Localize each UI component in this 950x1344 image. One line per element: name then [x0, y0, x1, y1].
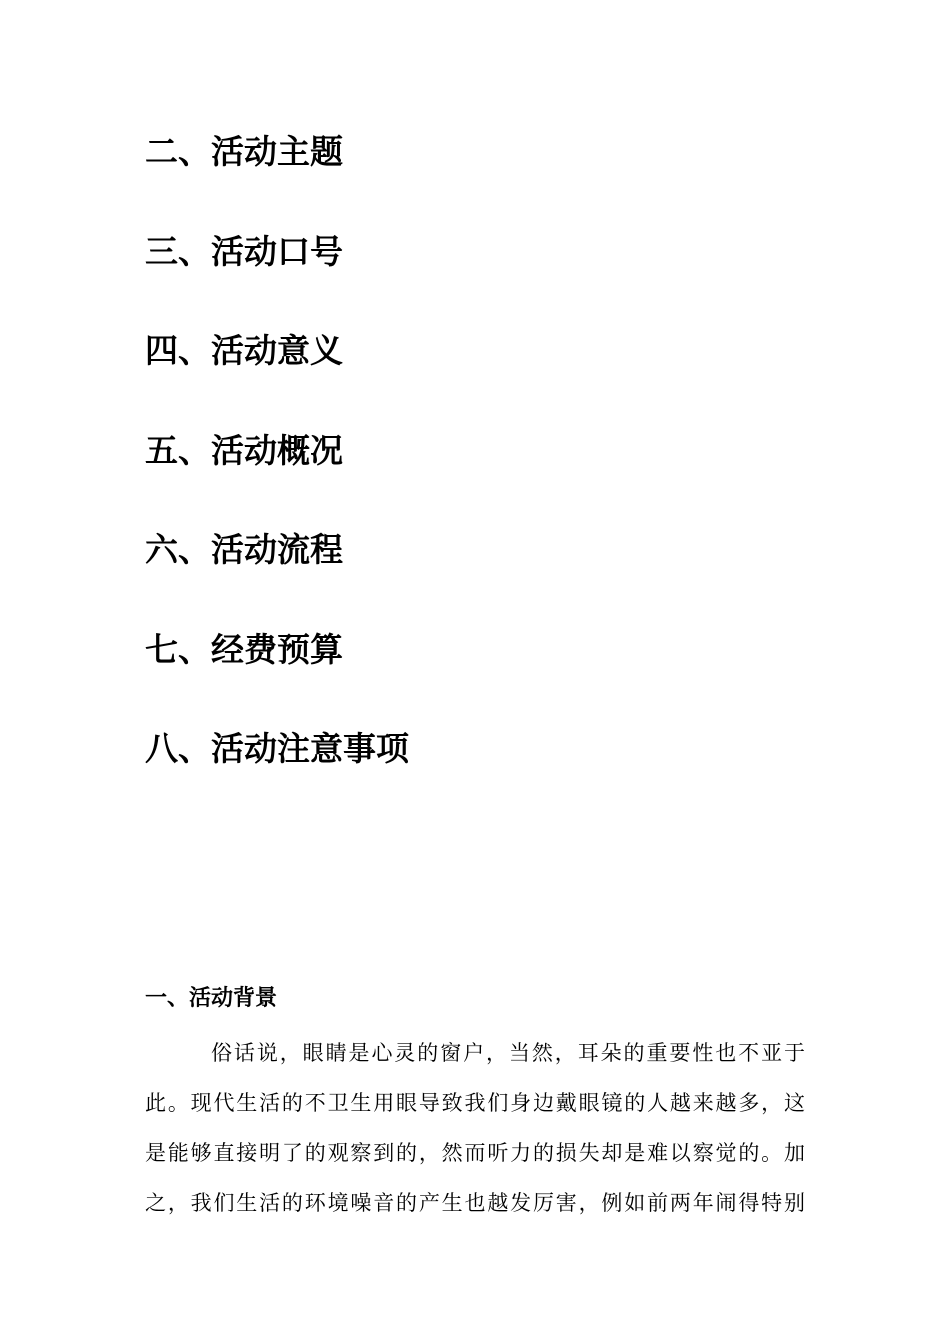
toc-item-overview: 五、活动概况: [145, 430, 343, 470]
toc-item-notes: 八、活动注意事项: [145, 729, 409, 768]
section-paragraph: [145, 1028, 805, 1228]
toc-item-slogan: 三、活动口号: [145, 231, 343, 271]
toc-item-process: 六、活动流程: [145, 530, 343, 569]
paragraph-line: 之，我们生活的环境噪音的产生也越发厉害，例如前两年闹得特别: [145, 1191, 805, 1215]
section-heading: 一、活动背景: [145, 985, 278, 1011]
toc-item-budget: 七、经费预算: [145, 629, 343, 669]
table-of-contents: [145, 128, 805, 825]
paragraph-line: 此。现代生活的不卫生用眼导致我们身边戴眼镜的人越来越多，这: [145, 1091, 805, 1115]
toc-item-significance: 四、活动意义: [145, 331, 343, 370]
paragraph-line: 是能够直接明了的观察到的，然而听力的损失却是难以察觉的。加: [145, 1141, 805, 1165]
section-background: [145, 978, 805, 1228]
toc-item-theme: 二、活动主题: [145, 132, 343, 171]
paragraph-line: 俗话说，眼睛是心灵的窗户，当然，耳朵的重要性也不亚于: [211, 1041, 805, 1065]
